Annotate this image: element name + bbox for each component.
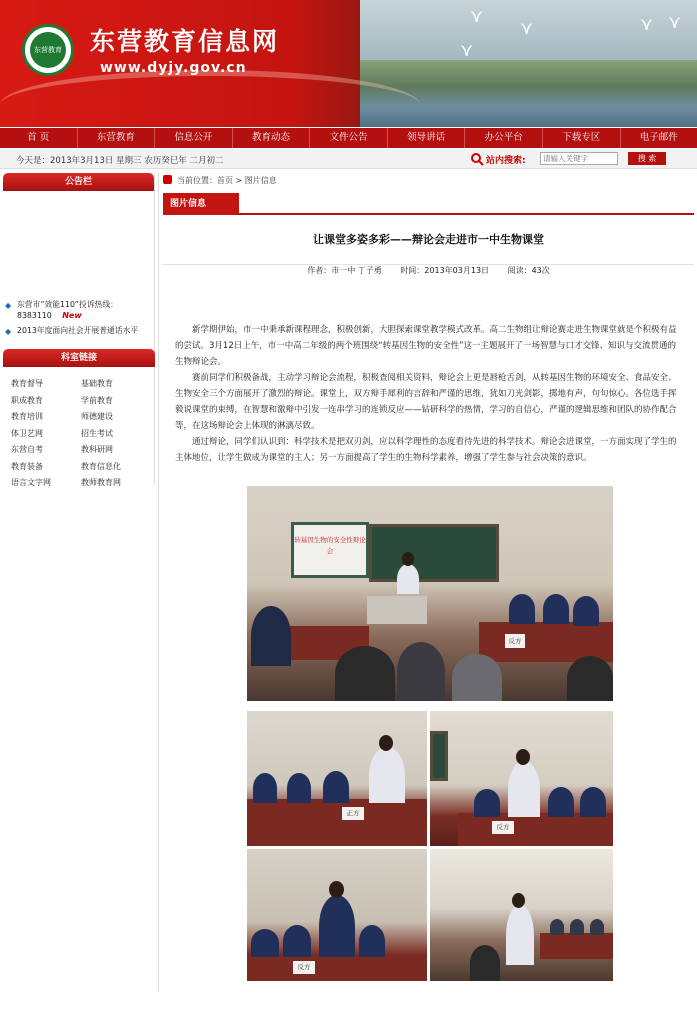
notice-text: 2013年度面向社会开展普通话水平 [17,326,139,335]
notice-board-title: 公告栏 [3,173,154,191]
dept-link[interactable]: 语言文字网 [11,478,51,486]
student [543,594,569,624]
photo-class-overview[interactable] [430,849,613,981]
student [590,919,604,935]
desk [458,813,613,846]
search-label: 站内搜索: [486,156,526,166]
nav-education-news[interactable]: 教育动态 [233,128,311,148]
student-standing [369,747,405,803]
nav-documents[interactable]: 文件公告 [310,128,388,148]
dept-link[interactable]: 教科研网 [81,445,113,454]
desk [247,799,427,846]
article-time: 时间：2013年03月13日 [400,266,490,275]
student [251,606,291,666]
article-meta [163,264,694,276]
student-standing [506,905,534,965]
student [474,789,500,817]
crane-icon: ⋎ [460,40,474,61]
dept-link[interactable]: 教育信息化 [81,461,121,471]
breadcrumb-current: 图片信息 [244,176,277,185]
nav-dongying-education[interactable]: 东营教育 [78,128,156,148]
student [251,929,279,957]
student [509,594,535,624]
dept-link[interactable]: 基础教育 [81,379,113,388]
site-title: 东营教育信息网 [90,27,280,56]
dept-links-title: 科室链接 [3,349,155,367]
student [253,773,277,803]
banner-wave [0,70,420,127]
student [470,945,500,981]
student [550,919,564,935]
article-title: 让课堂多姿多彩——辩论会走进市一中生物课堂 [313,233,544,246]
student [570,919,584,935]
article-paragraph: 通过辩论，同学们认识到：科学技术是把双刃剑，应以科学理性的态度看待先进的科学技术。辩论会进课堂，一方面实现了学生的主体地位，让学生做成为课堂的主人；另一方面提高了学生的生物科学素养，增强了学生参与社会决策的意识。 [175,437,677,463]
student [335,646,395,701]
breadcrumb-home[interactable]: 首页 [217,176,233,185]
board-text: 转基因生物的安全性辩论会 [294,536,366,555]
article-paragraph: 赛前同学们积极备战，主动学习辩论会流程，积极查阅相关资料，辩论会上更是唇枪舌剑，从转基因生物的环境安全、食品安全、生物安全三个方面展开了激烈的辩论。课堂上，双方辩手犀利的言辞和严谨的思维，犹如刀光剑影，掷地有声，句句惊心。各位选手挥毅说课堂的束缚，在智慧和激辩中引发一连串学习的连锁反应——钻研科学的热情，学习的自信心，严谨的逻辑思维和团队的协作配合等，在这场辩论会上体现的淋漓尽致。 [175,373,677,431]
search-icon [470,152,484,166]
content-divider [158,172,159,992]
student [287,773,311,803]
dept-links [11,378,151,486]
dept-link[interactable]: 教育装备 [11,461,43,471]
student [452,654,502,701]
breadcrumb-sep: > [235,176,243,185]
projector-screen [291,522,369,578]
sign-card: 正方 [342,807,364,820]
student [580,787,606,817]
nav-downloads[interactable]: 下载专区 [543,128,621,148]
notice-text-line2: 8383110 [17,311,52,320]
notice-item[interactable] [3,299,155,321]
search-button[interactable]: 搜 索 [628,152,666,165]
student [323,771,349,803]
photo-team-zheng[interactable] [247,711,427,846]
student-speaker [397,564,419,594]
photo-classroom-debate[interactable] [247,486,613,701]
banner-wetland [360,60,697,127]
notice-item[interactable] [3,325,155,336]
crane-icon: ⋎ [668,12,682,33]
sign-card: 反方 [293,961,315,974]
student-standing [319,895,355,957]
article-reads: 阅读：43次 [507,266,550,275]
current-date: 今天是：2013年3月13日 星期三 农历癸巳年 二月初二 [16,156,224,166]
dept-link[interactable]: 东营自考 [11,445,43,454]
desk [540,933,613,959]
breadcrumb-label: 当前位置： [177,176,217,185]
dept-link[interactable]: 教育培训 [11,412,43,421]
sign-card: 反方 [505,634,525,648]
student [283,925,311,957]
student [359,925,385,957]
student-head [516,749,530,765]
article-author: 作者：市一中 丁子勇 [307,266,382,275]
dept-link[interactable]: 职成教育 [11,395,43,405]
dept-link[interactable]: 体卫艺网 [11,428,43,438]
crane-icon: ⋎ [640,14,654,35]
crane-icon: ⋎ [520,18,534,39]
info-bar [0,149,697,169]
site-logo[interactable] [22,24,74,76]
site-url: www.dyjy.gov.cn [100,60,247,76]
dept-link[interactable]: 教师教育网 [81,478,121,486]
dept-link[interactable]: 教育督导 [11,379,43,388]
article-paragraph: 新学期伊始，市一中秉承新课程理念，积极创新，大胆探索课堂教学模式改革。高二生物组让辩论赛走进生物课堂就是个积极有益的尝试。3月12日上午，市一中高二年级的两个班围绕“转基因生物的安全性”这一主题展开了一场智慧与口才交锋、知识与交流贯通的生物辩论会。 [175,325,677,367]
breadcrumb [163,175,277,186]
bullet-icon: ◆ [5,327,12,336]
desk [247,955,427,981]
podium [367,596,427,624]
blackboard [369,524,499,582]
nav-email[interactable]: 电子邮件 [639,132,678,143]
student [567,656,613,701]
main-nav [0,128,697,148]
section-tab: 图片信息 [163,193,239,215]
location-icon [163,175,172,184]
article-body [175,322,679,466]
nav-office-platform[interactable]: 办公平台 [465,128,543,148]
student-head [512,893,525,908]
sidebar [3,173,155,485]
dept-link[interactable]: 学前教育 [81,395,113,405]
photo-debater-speaking[interactable] [247,849,427,981]
nav-leader-speeches[interactable]: 领导讲话 [388,128,466,148]
student [397,642,445,701]
section-header [163,193,694,215]
student [573,596,599,626]
student-standing [508,761,540,817]
site-banner [0,0,697,127]
notice-text: 东营市“效能110”投诉热线： [17,300,118,309]
blackboard [430,731,448,781]
notice-list [3,299,155,340]
nav-home[interactable]: 首 页 [0,128,78,148]
crane-icon: ⋎ [470,6,484,27]
sign-card: 反方 [492,821,514,834]
student-head [402,552,414,566]
student-head [329,881,344,898]
nav-info-disclosure[interactable]: 信息公开 [155,128,233,148]
student-head [379,735,393,751]
logo-text: 东营教育 [30,32,66,68]
dept-link[interactable]: 师德建设 [81,412,113,421]
student [548,787,574,817]
photo-team-fan[interactable] [430,711,613,846]
new-badge: New [62,311,82,320]
dept-link[interactable]: 招生考试 [81,428,113,438]
bullet-icon: ◆ [5,301,12,310]
search-input[interactable] [540,152,618,165]
